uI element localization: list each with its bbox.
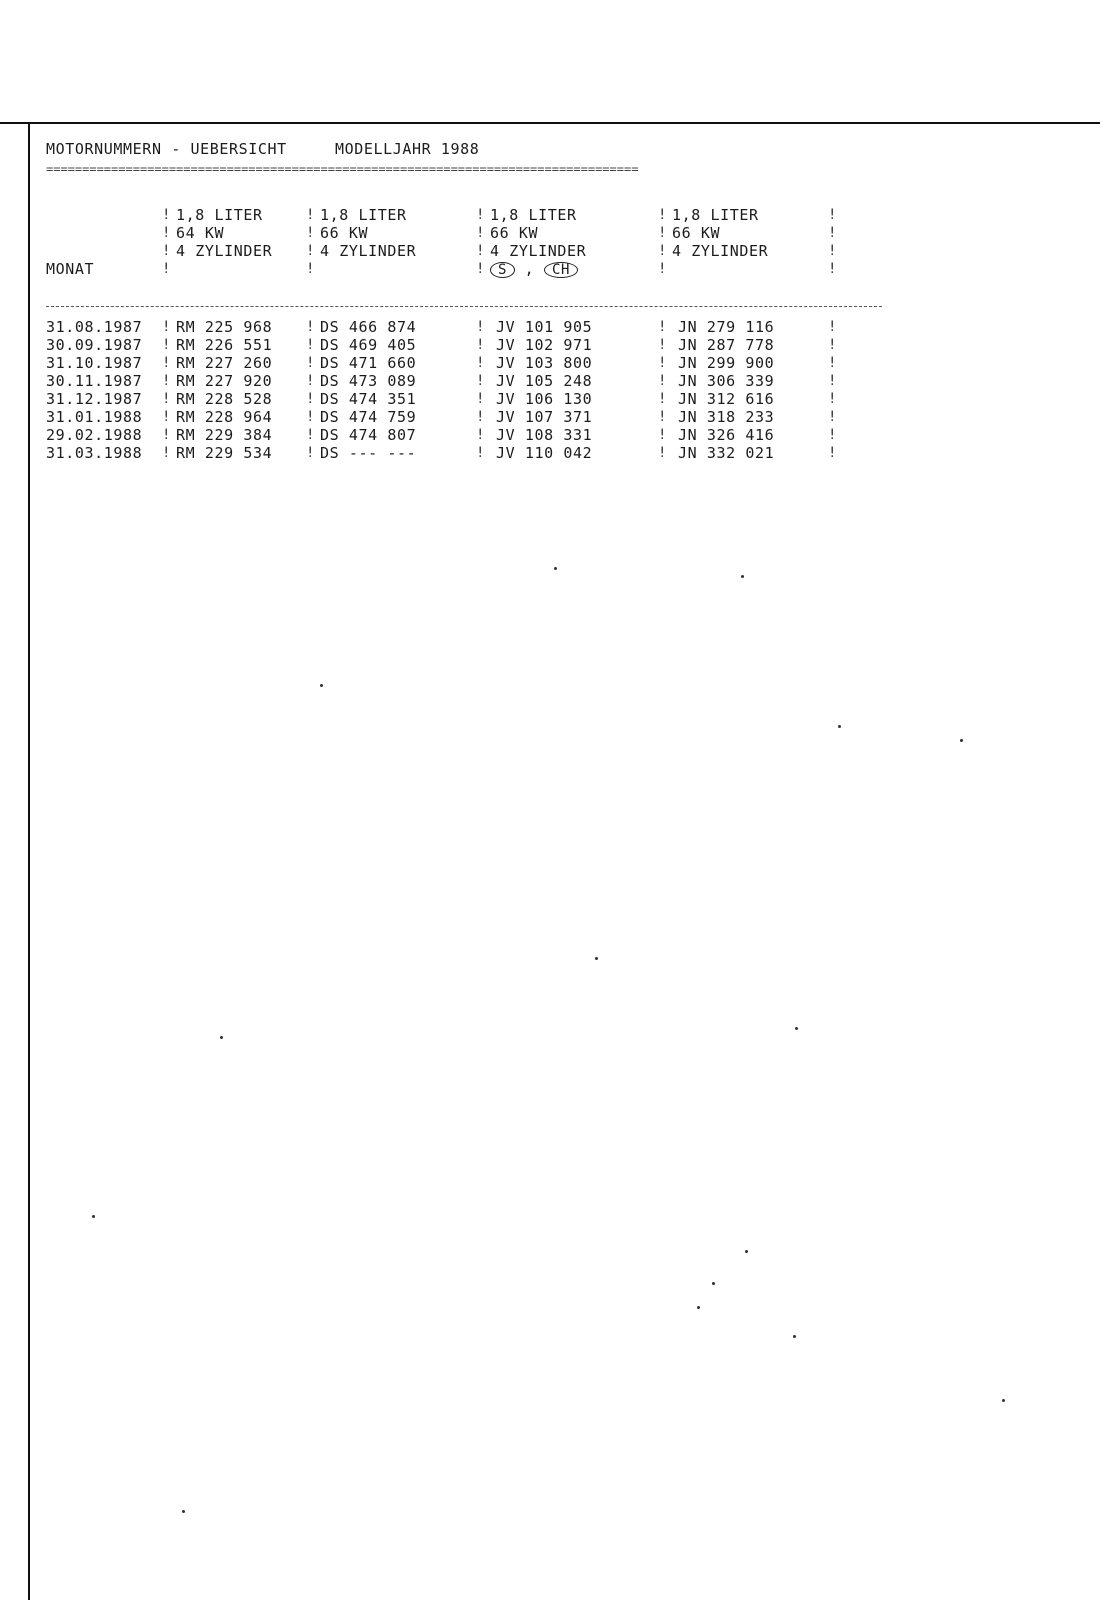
col2-power: 66 KW <box>320 224 369 242</box>
table-row: 30.09.1987 ! RM 226 551 ! DS 469 405 ! JV 102 971 ! JN 287 778 ! <box>46 336 837 354</box>
header-row-4: MONAT ! ! ! S , CH ! ! <box>46 260 837 278</box>
col2-displacement: 1,8 LITER <box>320 206 407 224</box>
page-title <box>46 140 479 158</box>
left-border-line <box>28 122 30 1600</box>
country-badge-ch: CH <box>544 262 578 278</box>
col4-power: 66 KW <box>672 224 721 242</box>
table-row: 31.12.1987 ! RM 228 528 ! DS 474 351 ! JV 106 130 ! JN 312 616 ! <box>46 390 837 408</box>
col3-cylinders: 4 ZYLINDER <box>490 242 587 260</box>
table-row: 31.03.1988 ! RM 229 534 ! DS --- --- ! JV 110 042 ! JN 332 021 ! <box>46 444 837 462</box>
header-divider <box>46 306 882 307</box>
title-separator: ================================================================================== <box>46 162 639 176</box>
table-row: 31.01.1988 ! RM 228 964 ! DS 474 759 ! JV 107 371 ! JN 318 233 ! <box>46 408 837 426</box>
table-row: 31.10.1987 ! RM 227 260 ! DS 471 660 ! JV 103 800 ! JN 299 900 ! <box>46 354 837 372</box>
data-rows <box>46 318 896 462</box>
header-row-1: ! 1,8 LITER ! 1,8 LITER ! 1,8 LITER ! 1,8 LITER ! <box>162 206 837 224</box>
col3-displacement: 1,8 LITER <box>490 206 577 224</box>
table-row: 31.08.1987 ! RM 225 968 ! DS 466 874 ! JV 101 905 ! JN 279 116 ! <box>46 318 837 336</box>
col1-displacement: 1,8 LITER <box>176 206 263 224</box>
header-row-3: ! 4 ZYLINDER ! 4 ZYLINDER ! 4 ZYLINDER ! 4 ZYLINDER ! <box>162 242 837 260</box>
col2-cylinders: 4 ZYLINDER <box>320 242 417 260</box>
month-header: MONAT <box>46 260 95 278</box>
header-row-2: ! 64 KW ! 66 KW ! 66 KW ! 66 KW ! <box>162 224 837 242</box>
table-row: 29.02.1988 ! RM 229 384 ! DS 474 807 ! JV 108 331 ! JN 326 416 ! <box>46 426 837 444</box>
col3-power: 66 KW <box>490 224 539 242</box>
title-text: MOTORNUMMERN - UEBERSICHT <box>46 140 287 158</box>
col1-power: 64 KW <box>176 224 225 242</box>
table-row: 30.11.1987 ! RM 227 920 ! DS 473 089 ! JV 105 248 ! JN 306 339 ! <box>46 372 837 390</box>
col1-cylinders: 4 ZYLINDER <box>176 242 273 260</box>
engine-number-table <box>46 206 896 278</box>
country-badge-s: S <box>490 262 515 278</box>
top-border-line <box>0 122 1100 124</box>
country-codes: S , CH <box>490 260 578 278</box>
col4-displacement: 1,8 LITER <box>672 206 759 224</box>
model-year: MODELLJAHR 1988 <box>334 140 480 158</box>
col4-cylinders: 4 ZYLINDER <box>672 242 769 260</box>
